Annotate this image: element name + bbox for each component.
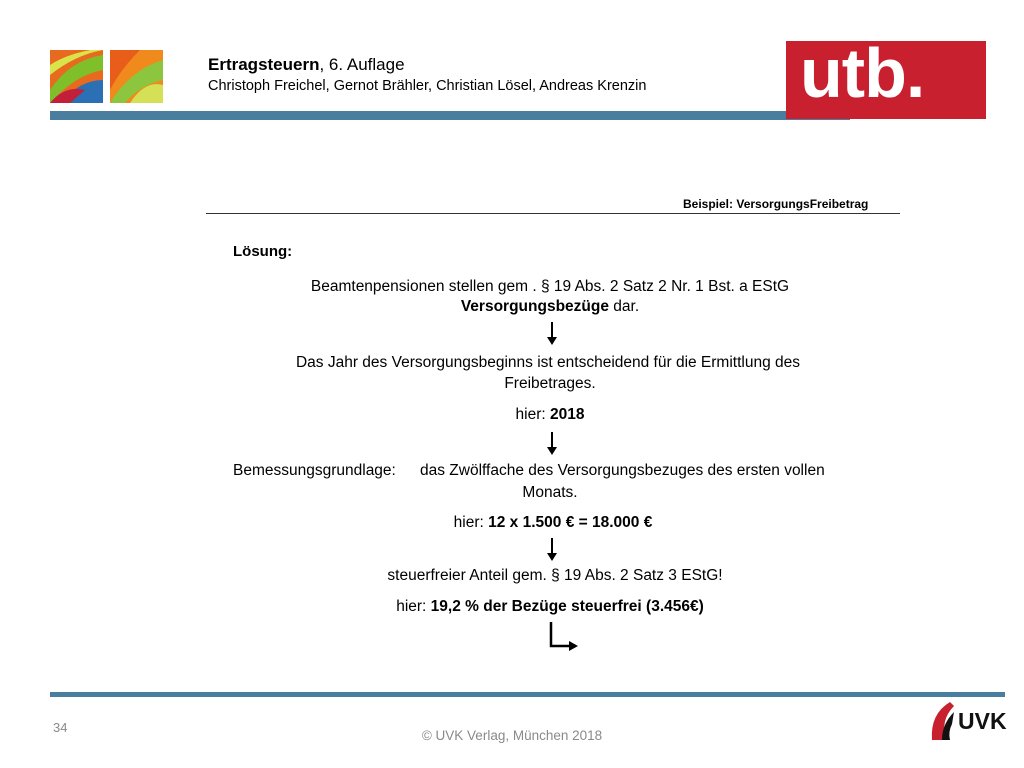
step4-hier xyxy=(0,598,1024,616)
cover-thumbnail-right xyxy=(110,50,163,103)
down-arrow-icon xyxy=(546,432,558,456)
step4-hier-value: 19,2 % der Bezüge steuerfrei (3.456€) xyxy=(430,598,704,615)
down-arrow-icon xyxy=(546,322,558,346)
down-arrow-icon xyxy=(546,538,558,562)
step3-label: Bemessungsgrundlage: xyxy=(233,462,396,479)
uvk-logo-text: UVK xyxy=(958,708,1007,734)
book-title xyxy=(208,55,405,75)
corner-arrow-icon xyxy=(547,622,579,652)
step2-line1: Das Jahr des Versorgungsbeginns ist entscheidend für die Ermittlung des xyxy=(295,354,801,371)
solution-heading: Lösung: xyxy=(233,243,293,260)
slide-label: Beispiel: VersorgungsFreibetrag xyxy=(683,197,869,211)
footer-rule xyxy=(50,692,1005,697)
utb-logo-text: utb. xyxy=(800,34,925,112)
step2-line2: Freibetrages. xyxy=(504,375,596,392)
step4-hier-label: hier: xyxy=(396,598,427,615)
slide-label-rule xyxy=(206,213,900,214)
step3-hier xyxy=(0,514,1024,532)
step3-hier-label: hier: xyxy=(453,514,484,531)
step1-bold-term: Versorgungsbezüge xyxy=(460,298,609,315)
step2-hier-label: hier: xyxy=(515,406,546,423)
step2-hier-value: 2018 xyxy=(549,406,585,423)
step4-line1: steuerfreier Anteil gem. § 19 Abs. 2 Satz 3 EStG! xyxy=(387,567,723,584)
book-title-bold: Ertragsteuern xyxy=(208,55,320,74)
step3-line2: Monats. xyxy=(522,484,578,501)
header-rule xyxy=(50,111,850,120)
book-title-rest: , 6. Auflage xyxy=(319,55,405,74)
book-authors: Christoph Freichel, Gernot Brähler, Christian Lösel, Andreas Krenzin xyxy=(208,78,647,94)
copyright: © UVK Verlag, München 2018 xyxy=(421,728,603,743)
step1-line2 xyxy=(0,298,1024,316)
step3-text: das Zwölffache des Versorgungsbezuges des ersten vollen xyxy=(420,462,825,479)
step3-hier-value: 12 x 1.500 € = 18.000 € xyxy=(488,514,653,531)
step1-line1: Beamtenpensionen stellen gem . § 19 Abs. 2 Satz 2 Nr. 1 Bst. a EStG xyxy=(310,278,790,295)
page-number: 34 xyxy=(53,720,68,735)
cover-thumbnail-left xyxy=(50,50,103,103)
step1-tail: dar. xyxy=(608,298,640,315)
step2-hier xyxy=(0,406,1024,424)
